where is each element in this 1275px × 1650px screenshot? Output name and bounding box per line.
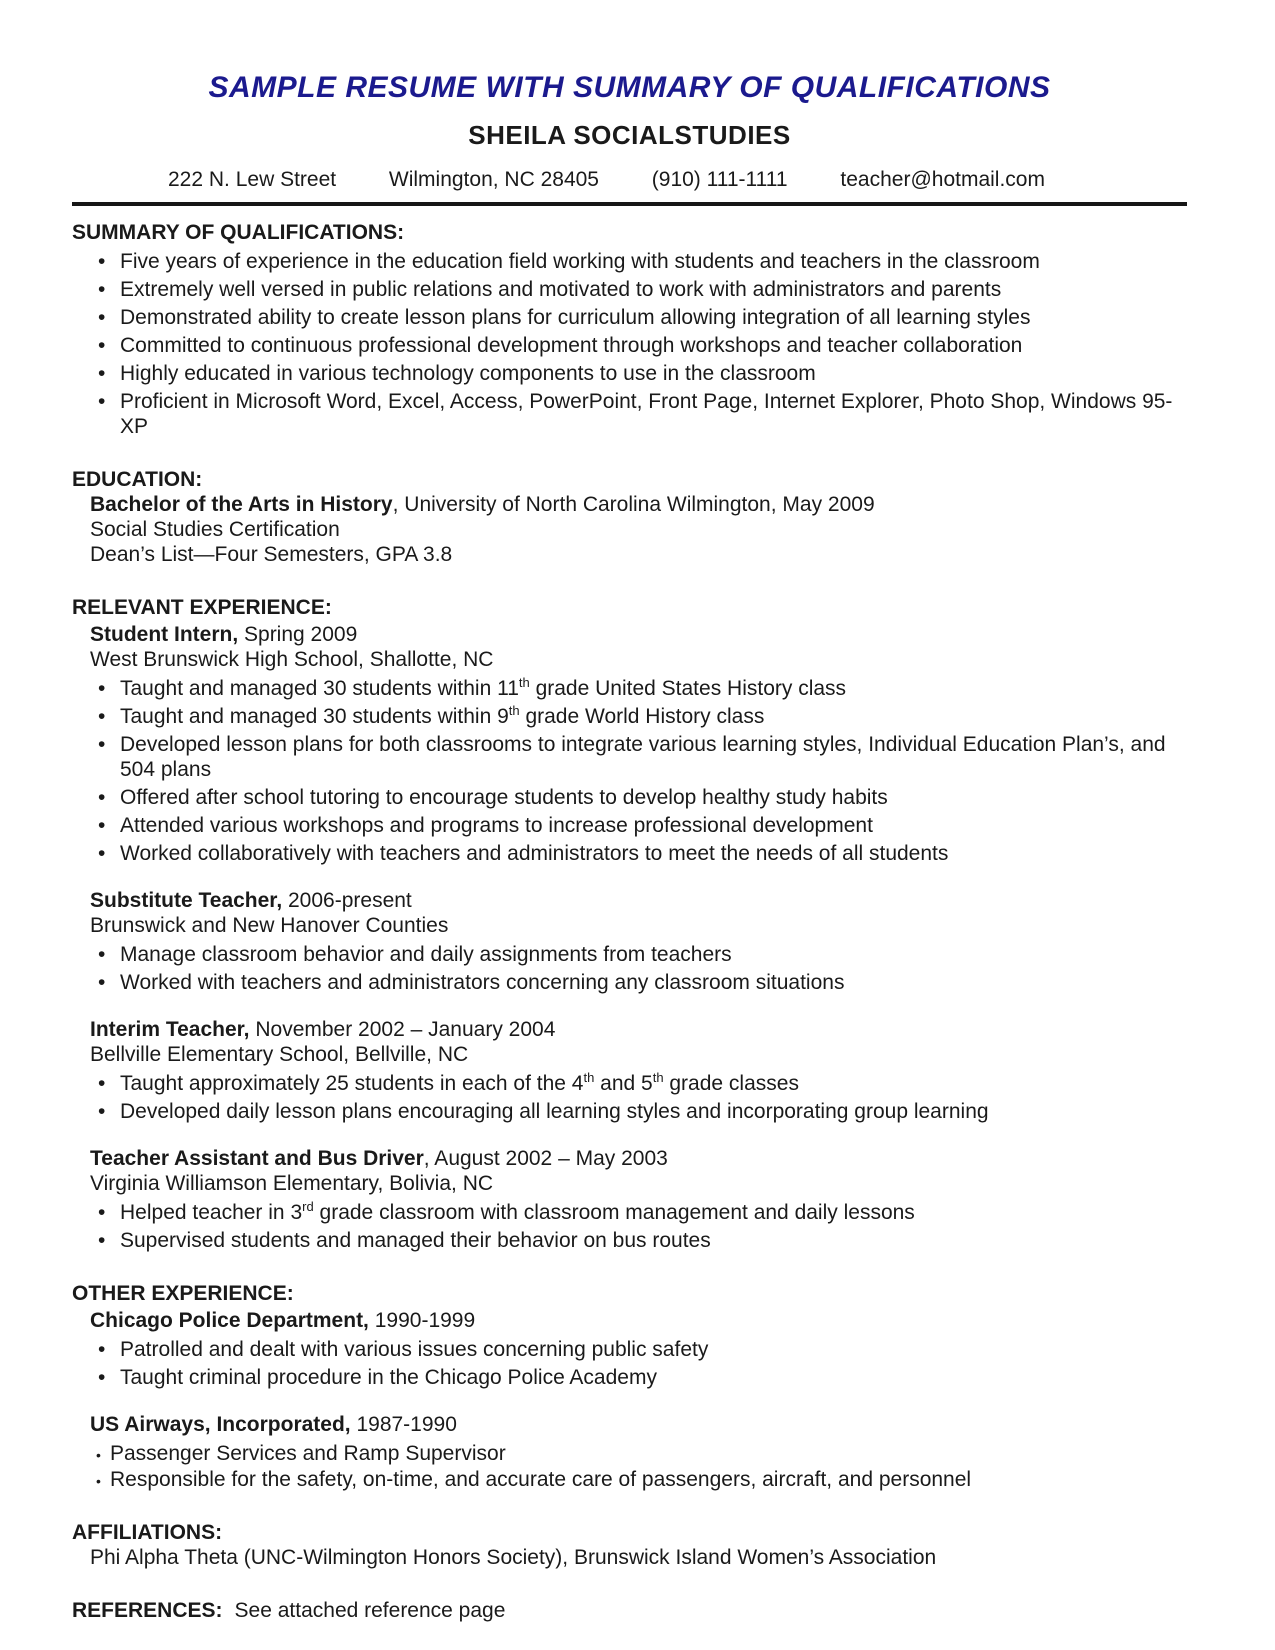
job-bullet: • Patrolled and dealt with various issues concerning public safety [72, 1337, 1187, 1362]
summary-bullet: • Five years of experience in the education field working with students and teachers in the classroom [72, 249, 1187, 274]
education-certification-line: Social Studies Certification [90, 518, 340, 541]
job-dates: , August 2002 – May 2003 [423, 1147, 668, 1170]
job-bullet-list [72, 1337, 1187, 1390]
job-bullet: • Responsible for the safety, on-time, and accurate care of passengers, aircraft, and personnel [72, 1467, 1187, 1492]
summary-heading: SUMMARY OF QUALIFICATIONS: [72, 221, 405, 244]
job-bullet: • Helped teacher in 3rd grade classroom with classroom management and daily lessons [72, 1200, 1187, 1225]
document-title: SAMPLE RESUME WITH SUMMARY OF QUALIFICATIONS [208, 71, 1051, 104]
job-title: Substitute Teacher, [90, 889, 283, 912]
job-bullet: • Developed lesson plans for both classrooms to integrate various learning styles, Individual Education Plan’s, and 504 plans [72, 732, 1187, 782]
section-education [72, 467, 1187, 567]
job-title: Student Intern, [90, 623, 239, 646]
references-heading: REFERENCES: [72, 1599, 223, 1622]
job-dates: 1990-1999 [368, 1309, 476, 1332]
job-teacher-assistant [72, 1146, 1187, 1253]
summary-bullet: • Demonstrated ability to create lesson plans for curriculum allowing integration of all learning styles [72, 305, 1187, 330]
section-other-experience [72, 1281, 1187, 1492]
job-bullet: • Offered after school tutoring to encourage students to develop healthy study habits [72, 785, 1187, 810]
job-dates: 1987-1990 [350, 1413, 457, 1436]
job-bullet-list [72, 1071, 1187, 1124]
job-student-intern [72, 622, 1187, 866]
job-bullet-list [72, 1441, 1187, 1492]
affiliations-text: Phi Alpha Theta (UNC-Wilmington Honors Society), Brunswick Island Women’s Association [90, 1546, 937, 1569]
job-bullet: • Manage classroom behavior and daily assignments from teachers [72, 942, 1187, 967]
job-location: Bellville Elementary School, Bellville, NC [90, 1043, 469, 1066]
job-bullet: • Worked with teachers and administrators concerning any classroom situations [72, 970, 1187, 995]
contact-city-state-zip: Wilmington, NC 28405 [388, 168, 599, 191]
education-degree-detail: , University of North Carolina Wilmington, May 2009 [392, 493, 875, 516]
job-title-line [72, 1412, 1187, 1437]
affiliations-heading: AFFILIATIONS: [72, 1521, 223, 1544]
job-title: US Airways, Incorporated, [90, 1413, 351, 1436]
job-title-line [72, 622, 1187, 647]
job-dates: 2006-present [282, 889, 412, 912]
job-bullet: • Taught and managed 30 students within 9th grade World History class [72, 704, 1187, 729]
references-text: See attached reference page [234, 1599, 506, 1622]
education-degree: Bachelor of the Arts in History [90, 493, 393, 516]
section-references [72, 1598, 1187, 1623]
job-title-line [72, 1146, 1187, 1171]
education-honors-line: Dean’s List—Four Semesters, GPA 3.8 [90, 543, 453, 566]
job-bullet-list [72, 1200, 1187, 1253]
job-location: West Brunswick High School, Shallotte, NC [90, 648, 494, 671]
job-chicago-police [72, 1308, 1187, 1390]
contact-address: 222 N. Lew Street [168, 168, 337, 191]
job-substitute-teacher [72, 888, 1187, 995]
contact-email: teacher@hotmail.com [840, 168, 1045, 191]
job-bullet-list [72, 942, 1187, 995]
job-bullet: • Taught criminal procedure in the Chicago Police Academy [72, 1365, 1187, 1390]
relevant-experience-heading: RELEVANT EXPERIENCE: [72, 596, 332, 619]
summary-bullet: • Highly educated in various technology components to use in the classroom [72, 361, 1187, 386]
education-degree-line [72, 492, 1187, 517]
summary-bullet: • Committed to continuous professional development through workshops and teacher collaboration [72, 333, 1187, 358]
other-experience-heading: OTHER EXPERIENCE: [72, 1282, 294, 1305]
job-bullet-list [72, 676, 1187, 866]
job-bullet: • Supervised students and managed their behavior on bus routes [72, 1228, 1187, 1253]
summary-list [72, 249, 1187, 439]
job-bullet: • Worked collaboratively with teachers and administrators to meet the needs of all students [72, 841, 1187, 866]
summary-bullet: • Extremely well versed in public relations and motivated to work with administrators and parents [72, 277, 1187, 302]
education-heading: EDUCATION: [72, 468, 203, 491]
job-title-line [72, 1308, 1187, 1333]
section-summary [72, 220, 1187, 439]
job-bullet: • Attended various workshops and programs to increase professional development [72, 813, 1187, 838]
job-title: Chicago Police Department, [90, 1309, 369, 1332]
contact-row [168, 167, 1045, 192]
job-title-line [72, 1017, 1187, 1042]
section-relevant-experience [72, 595, 1187, 1253]
job-dates: November 2002 – January 2004 [249, 1018, 556, 1041]
job-title-line [72, 888, 1187, 913]
person-name: SHEILA SOCIALSTUDIES [468, 120, 791, 150]
contact-phone: (910) 111-1111 [651, 168, 788, 191]
job-bullet: • Taught approximately 25 students in each of the 4th and 5th grade classes [72, 1071, 1187, 1096]
section-affiliations [72, 1520, 1187, 1570]
job-title: Interim Teacher, [90, 1018, 250, 1041]
summary-bullet: • Proficient in Microsoft Word, Excel, Access, PowerPoint, Front Page, Internet Explorer, Photo Shop, Windows 95-XP [72, 389, 1187, 439]
job-bullet: • Passenger Services and Ramp Supervisor [72, 1441, 1187, 1466]
job-interim-teacher [72, 1017, 1187, 1124]
job-us-airways [72, 1412, 1187, 1492]
header-rule [72, 202, 1187, 206]
job-bullet: • Developed daily lesson plans encouraging all learning styles and incorporating group learning [72, 1099, 1187, 1124]
job-location: Virginia Williamson Elementary, Bolivia, NC [90, 1172, 494, 1195]
job-dates: Spring 2009 [238, 623, 358, 646]
job-title: Teacher Assistant and Bus Driver [90, 1147, 424, 1170]
job-bullet: • Taught and managed 30 students within 11th grade United States History class [72, 676, 1187, 701]
job-location: Brunswick and New Hanover Counties [90, 914, 449, 937]
references-line [72, 1598, 1187, 1623]
